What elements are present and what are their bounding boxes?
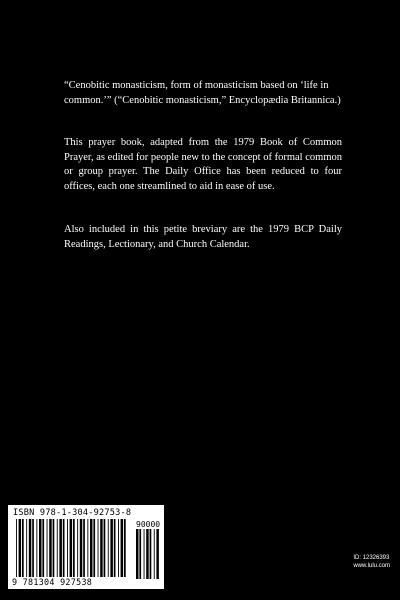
publisher-url: www.lulu.com: [353, 563, 390, 569]
barcode-bar: [98, 519, 99, 577]
barcode-bar: [77, 519, 78, 577]
barcode-bar: [70, 519, 73, 577]
barcode-bar: [108, 519, 109, 577]
barcode-bar: [93, 519, 95, 577]
barcode-bar: [146, 529, 149, 579]
barcode-bar: [16, 519, 17, 577]
barcode-bar: [36, 519, 37, 577]
isbn-barcode: [8, 505, 164, 589]
barcode-bar: [139, 529, 141, 579]
barcode-bar: [22, 519, 24, 577]
barcode-bar: [83, 519, 85, 577]
barcode-bar: [67, 519, 68, 577]
barcode-bar: [57, 519, 58, 577]
barcode-bar: [156, 529, 159, 579]
description-paragraph: This prayer book, adapted from the 1979 Book of Common Prayer, as edited for people new to the concept of formal common or group prayer. The Daily Office has been reduced to four offices, each one streamlined to aid in ease of use.: [64, 137, 342, 192]
barcode-bar: [80, 519, 83, 577]
barcode-bar: [42, 519, 44, 577]
barcode-bar: [47, 519, 48, 577]
publisher-info: [353, 554, 390, 570]
barcode-bar: [154, 529, 155, 579]
barcode-bar: [90, 519, 93, 577]
contents-paragraph: Also included in this petite breviary are the 1979 BCP Daily Readings, Lectionary, and Church Calendar.: [64, 224, 342, 250]
barcode-bar: [124, 519, 126, 577]
barcode-bar: [53, 519, 55, 577]
barcode-bar: [39, 519, 42, 577]
barcode-digits: 9 781304 927538: [12, 577, 93, 587]
publisher-id: ID: 12326393: [353, 555, 390, 561]
quote-paragraph: “Cenobitic monasticism, form of monasticism based on ‘life in common.’” (“Cenobitic monasticism,” Encyclopædia Britannica.): [64, 80, 341, 106]
barcode-bar: [104, 519, 106, 577]
isbn-label: ISBN 978-1-304-92753-8: [13, 508, 132, 518]
barcode-bar: [144, 529, 145, 579]
barcode-bar: [110, 519, 113, 577]
barcode-bar: [136, 529, 139, 579]
barcode-bar: [59, 519, 62, 577]
barcode-bar: [32, 519, 34, 577]
barcode-bar: [19, 519, 22, 577]
barcode-bar: [63, 519, 65, 577]
price-addon-label: 90000: [136, 520, 161, 529]
barcode-bar: [150, 529, 152, 579]
barcode-bar: [73, 519, 75, 577]
barcode-bar: [26, 519, 27, 577]
barcode-bar: [114, 519, 116, 577]
barcode-bar: [49, 519, 52, 577]
barcode-bar: [100, 519, 103, 577]
barcode-bar: [29, 519, 32, 577]
barcode-bar: [121, 519, 124, 577]
barcode-bar: [87, 519, 88, 577]
barcode-bar: [118, 519, 119, 577]
